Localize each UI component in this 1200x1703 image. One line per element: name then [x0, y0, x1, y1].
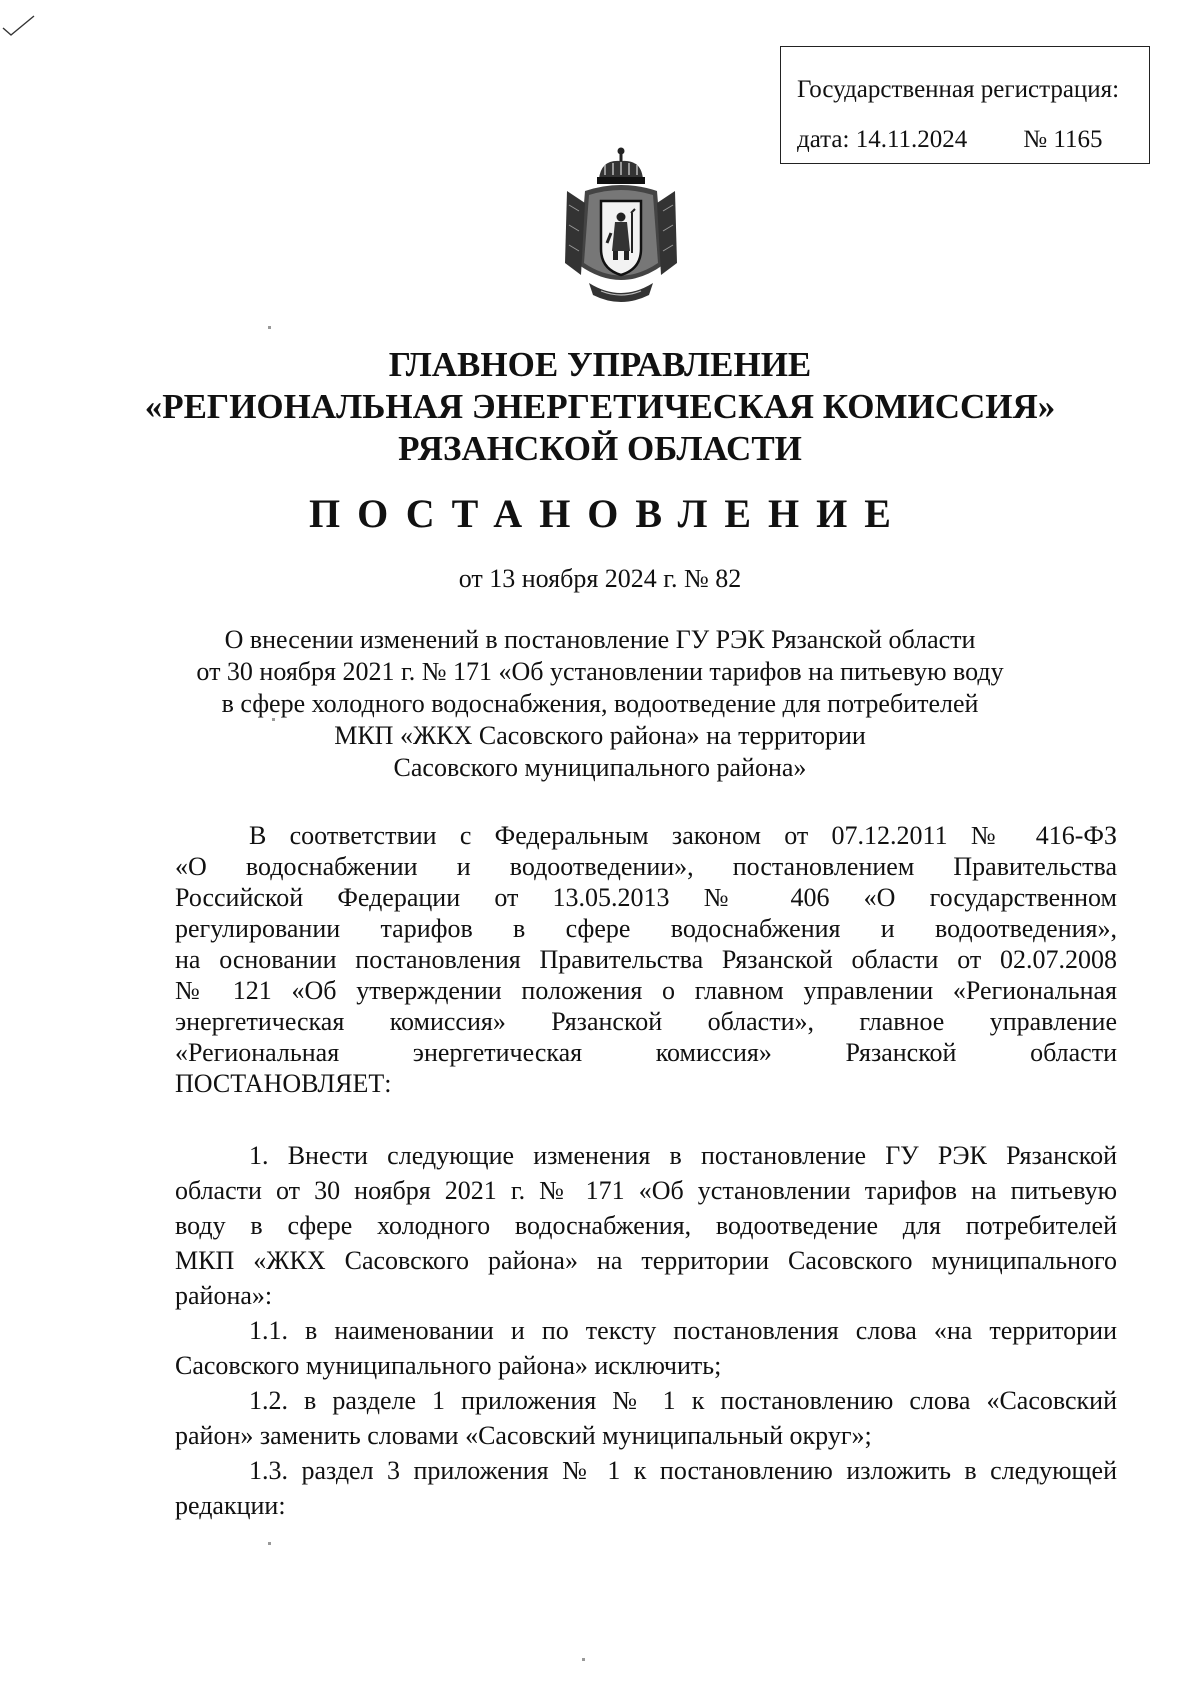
checkmark-icon	[2, 14, 36, 38]
preamble-line: энергетическая комиссия» Рязанской области», главное управление	[175, 1007, 1117, 1036]
item-1-line: МКП «ЖКХ Сасовского района» на территории Сасовского муниципального	[175, 1246, 1117, 1275]
document-subject	[180, 624, 1020, 784]
preamble-line: В соответствии с Федеральным законом от 07.12.2011 № 416-ФЗ	[249, 821, 1117, 850]
preamble-paragraph	[175, 820, 1117, 1099]
registration-details	[797, 115, 1149, 165]
item-1-1-line: 1.1. в наименовании и по тексту постановления слова «на территории	[249, 1316, 1117, 1345]
item-1-3-line: редакции:	[175, 1491, 286, 1520]
authority-header-line2: «РЕГИОНАЛЬНАЯ ЭНЕРГЕТИЧЕСКАЯ КОМИССИЯ»	[144, 387, 1056, 426]
preamble-line: на основании постановления Правительства Рязанской области от 02.07.2008	[175, 945, 1117, 974]
registration-date: дата: 14.11.2024	[797, 126, 968, 153]
scan-speck	[268, 1542, 271, 1545]
item-1-3-line: 1.3. раздел 3 приложения № 1 к постановлению изложить в следующей	[249, 1456, 1117, 1485]
preamble-line: Российской Федерации от 13.05.2013 № 406 «О государственном	[175, 883, 1117, 912]
item-1-line: области от 30 ноября 2021 г. № 171 «Об установлении тарифов на питьевую	[175, 1176, 1117, 1205]
subject-line: в сфере холодного водоснабжения, водоотведение для потребителей	[221, 689, 979, 718]
document-date-number: от 13 ноября 2024 г. № 82	[458, 564, 742, 593]
item-1-line: района»:	[175, 1281, 273, 1310]
registration-number: № 1165	[1023, 126, 1103, 153]
subject-line: от 30 ноября 2021 г. № 171 «Об установлении тарифов на питьевую воду	[196, 657, 1004, 686]
resolution-items	[175, 1138, 1117, 1523]
subject-line: О внесении изменений в постановление ГУ РЭК Рязанской области	[224, 625, 976, 654]
scan-speck	[268, 326, 271, 329]
document-title: ПОСТАНОВЛЕНИЕ	[309, 491, 908, 536]
preamble-line: регулировании тарифов в сфере водоснабжения и водоотведения»,	[175, 914, 1117, 943]
item-1-line: воду в сфере холодного водоснабжения, водоотведение для потребителей	[175, 1211, 1117, 1240]
authority-header-line1: ГЛАВНОЕ УПРАВЛЕНИЕ	[388, 345, 812, 384]
authority-header	[0, 344, 1200, 470]
subject-line: МКП «ЖКХ Сасовского района» на территории	[334, 721, 866, 750]
item-1-2-line: 1.2. в разделе 1 приложения № 1 к постановлению слова «Сасовский	[249, 1386, 1117, 1415]
preamble-resolves: ПОСТАНОВЛЯЕТ:	[175, 1069, 392, 1098]
preamble-line: «Региональная энергетическая комиссия» Рязанской области	[175, 1038, 1117, 1067]
registration-box	[780, 46, 1150, 164]
preamble-line: «О водоснабжении и водоотведении», постановлением Правительства	[175, 852, 1117, 881]
registration-label: Государственная регистрация:	[797, 76, 1120, 103]
preamble-line: № 121 «Об утверждении положения о главном управлении «Региональная	[175, 976, 1117, 1005]
subject-line: Сасовского муниципального района»	[393, 753, 807, 782]
item-1-2-line: район» заменить словами «Сасовский муниципальный округ»;	[175, 1421, 872, 1450]
ryazan-coat-of-arms-icon	[555, 145, 687, 305]
item-1-line: 1. Внести следующие изменения в постановление ГУ РЭК Рязанской	[249, 1141, 1117, 1170]
item-1-1-line: Сасовского муниципального района» исключить;	[175, 1351, 722, 1380]
authority-header-line3: РЯЗАНСКОЙ ОБЛАСТИ	[398, 429, 802, 468]
scan-speck	[272, 718, 275, 721]
scan-speck	[582, 1658, 585, 1661]
